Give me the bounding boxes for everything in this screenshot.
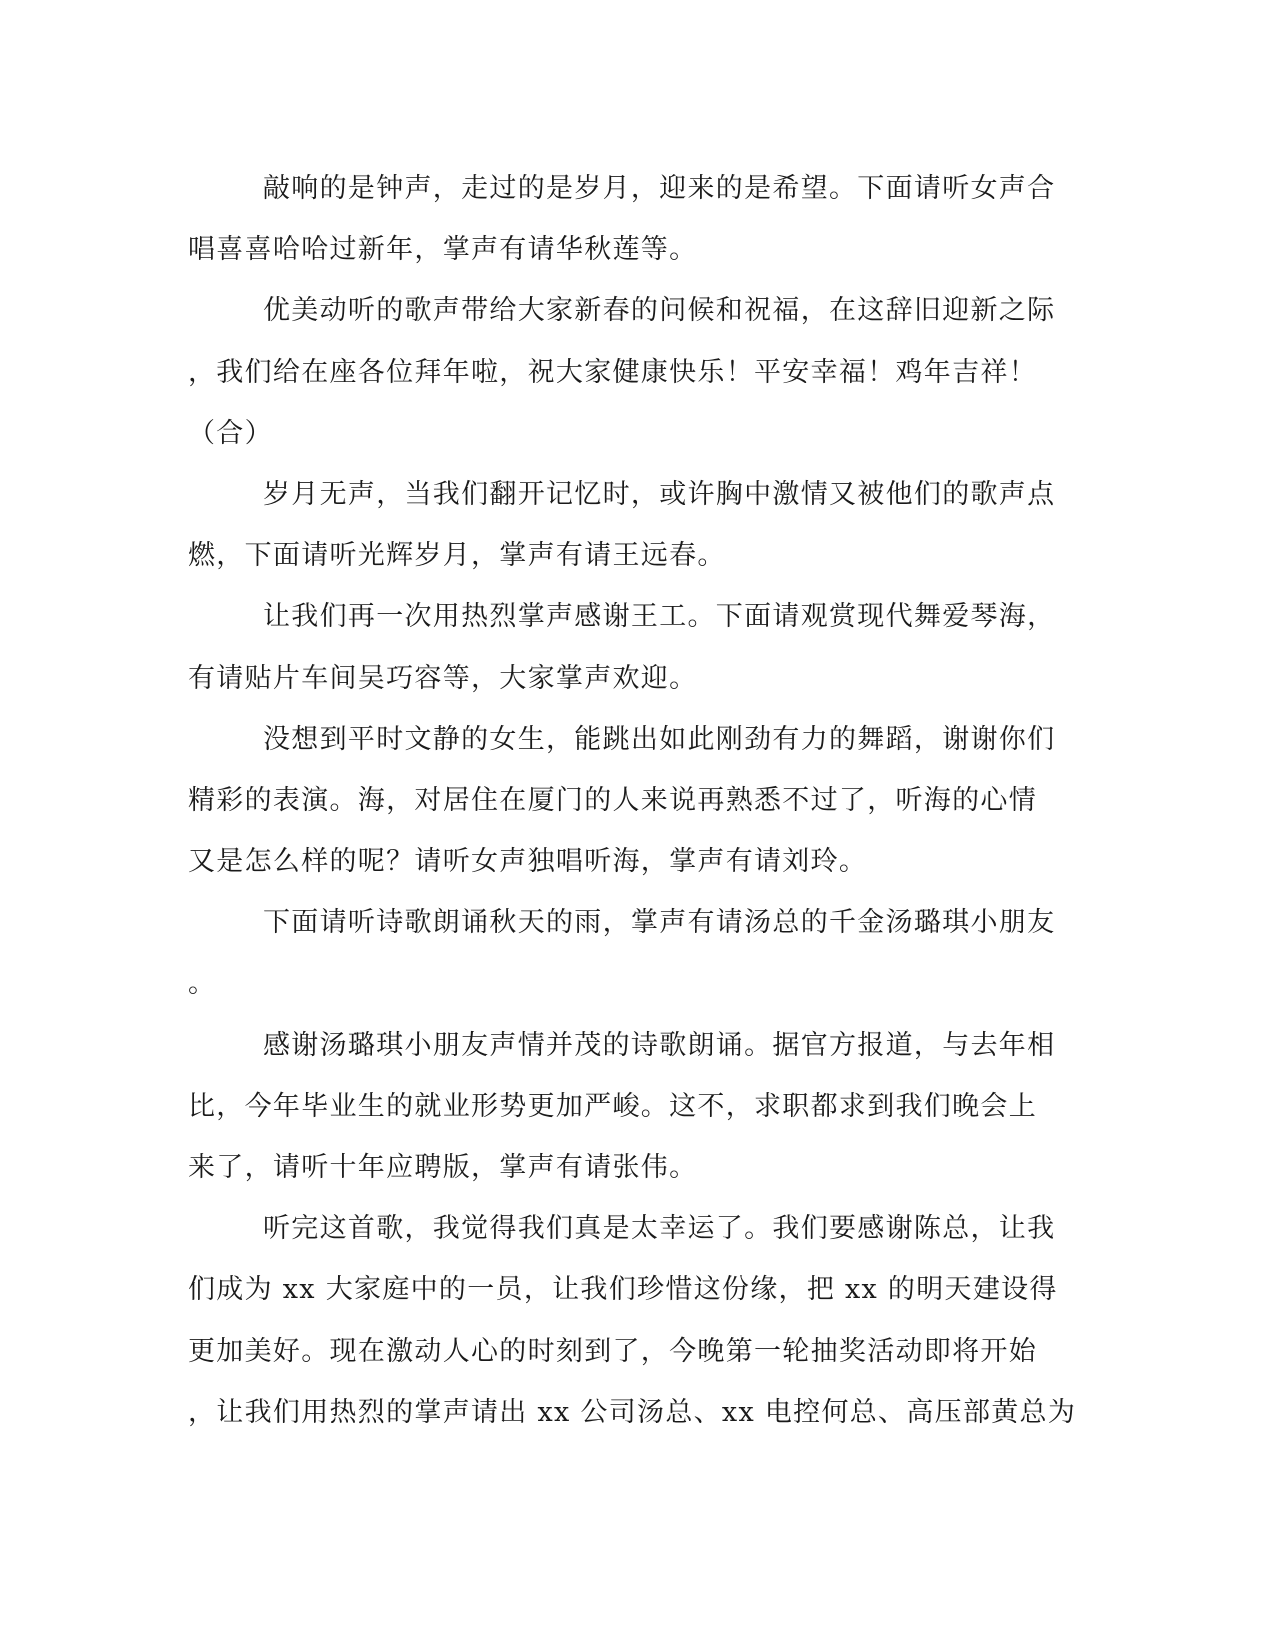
paragraph <box>188 709 1088 893</box>
text-line: 来了，请听十年应聘版，掌声有请张伟。 <box>188 1152 698 1183</box>
paragraph <box>188 892 1088 1014</box>
text-line: 听完这首歌，我觉得我们真是太幸运了。我们要感谢陈总，让我 <box>263 1213 1056 1245</box>
paragraph <box>188 280 1088 464</box>
text-line: ，我们给在座各位拜年啦，祝大家健康快乐！平安幸福！鸡年吉祥！ <box>188 356 1037 388</box>
text-line: 没想到平时文静的女生，能跳出如此刚劲有力的舞蹈，谢谢你们 <box>263 723 1056 755</box>
text-line: 精彩的表演。海，对居住在厦门的人来说再熟悉不过了，听海的心情 <box>188 784 1037 816</box>
text-line: 更加美好。现在激动人心的时刻到了，今晚第一轮抽奖活动即将开始 <box>188 1335 1037 1367</box>
paragraph <box>188 1015 1088 1199</box>
text-line: （合） <box>188 417 273 449</box>
text-line: ，让我们用热烈的掌声请出 xx 公司汤总、xx 电控何总、高压部黄总为 <box>188 1396 1077 1428</box>
text-line: 敲响的是钟声，走过的是岁月，迎来的是希望。下面请听女声合 <box>263 173 1056 204</box>
text-line: 下面请听诗歌朗诵秋天的雨，掌声有请汤总的千金汤璐琪小朋友 <box>263 907 1056 939</box>
paragraph <box>188 586 1088 708</box>
paragraph <box>188 464 1088 586</box>
text-line: 有请贴片车间吴巧容等，大家掌声欢迎。 <box>188 662 698 694</box>
text-line: 岁月无声，当我们翻开记忆时，或许胸中激情又被他们的歌声点 <box>263 478 1056 510</box>
paragraph <box>188 158 1088 280</box>
text-line: 们成为 xx 大家庭中的一员，让我们珍惜这份缘，把 xx 的明天建设得 <box>188 1274 1058 1306</box>
text-line: 又是怎么样的呢？请听女声独唱听海，掌声有请刘玲。 <box>188 846 868 878</box>
text-line: 让我们再一次用热烈掌声感谢王工。下面请观赏现代舞爱琴海， <box>263 601 1056 633</box>
text-line: 优美动听的歌声带给大家新春的问候和祝福，在这辞旧迎新之际 <box>263 295 1056 327</box>
paragraph <box>188 1198 1088 1443</box>
document-body <box>188 158 1088 1443</box>
text-line: 比，今年毕业生的就业形势更加严峻。这不，求职都求到我们晚会上 <box>188 1090 1037 1122</box>
text-line: 。 <box>188 968 217 1000</box>
text-line: 唱喜喜哈哈过新年，掌声有请华秋莲等。 <box>188 234 698 266</box>
text-line: 感谢汤璐琪小朋友声情并茂的诗歌朗诵。据官方报道，与去年相 <box>263 1029 1056 1061</box>
text-line: 燃，下面请听光辉岁月，掌声有请王远春。 <box>188 540 726 572</box>
